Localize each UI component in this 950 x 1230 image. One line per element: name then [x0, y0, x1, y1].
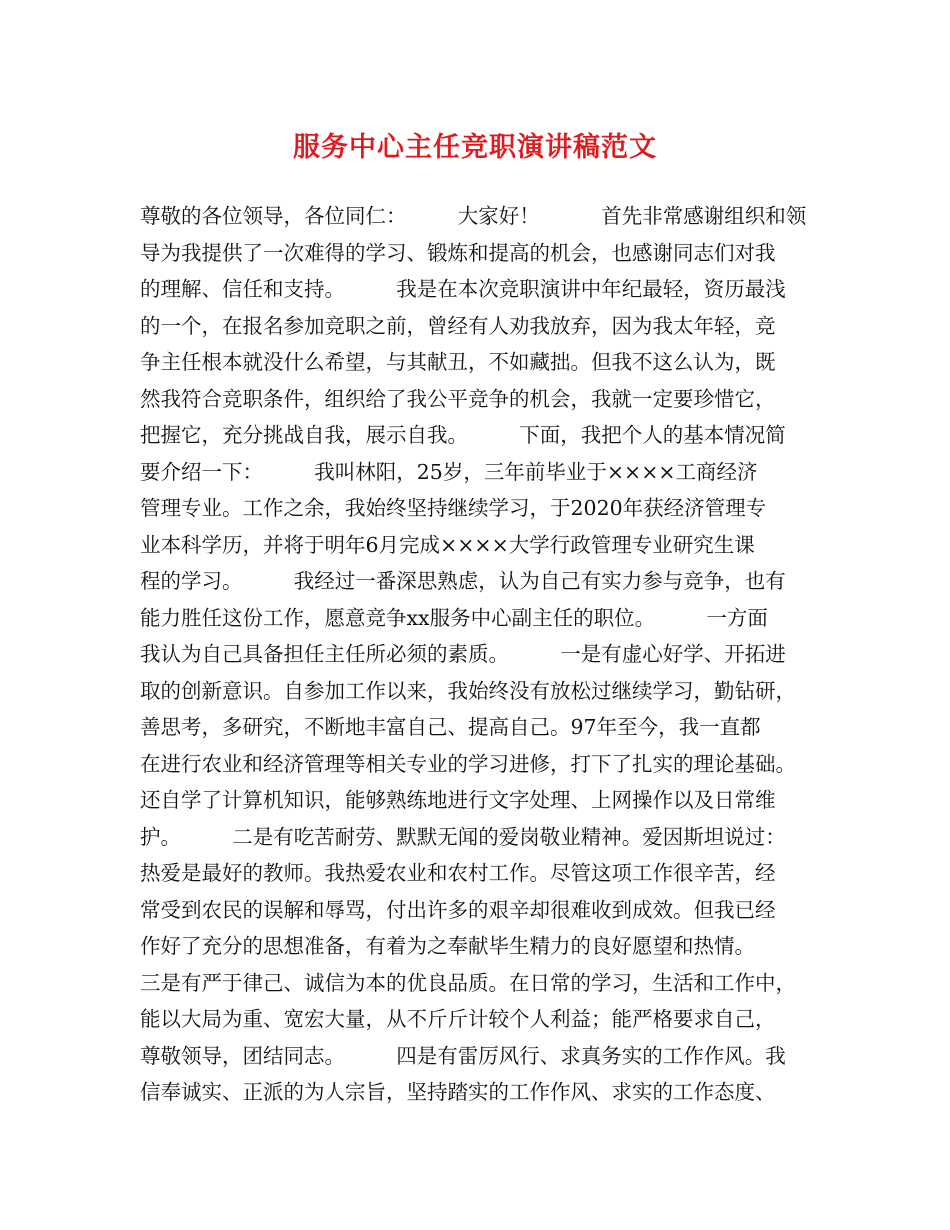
body-line: 热爱是最好的教师。我热爱农业和农村工作。尽管这项工作很辛苦，经: [140, 861, 776, 885]
body-line: 善思考，多研究，不断地丰富自己、提高自己。97年至今，我一直都: [140, 715, 761, 739]
body-line: 业本科学历，并将于明年6月完成××××大学行政管理专业研究生课: [140, 532, 755, 557]
body-line: 信奉诚实、正派的为人宗旨，坚持踏实的工作作风、求实的工作态度、: [140, 1080, 776, 1104]
body-line: 护。 二是有吃苦耐劳、默默无闻的爱岗敬业精神。爱因斯坦说过：: [140, 824, 786, 849]
body-line: 要介绍一下： 我叫林阳，25岁，三年前毕业于××××工商经济: [140, 459, 758, 484]
body-line: 我认为自己具备担任主任所必须的素质。 一是有虚心好学、开拓进: [140, 642, 786, 666]
body-line: 能以大局为重、宽宏大量，从不斤斤计较个人利益；能严格要求自己，: [140, 1007, 776, 1031]
body-line: 争主任根本就没什么希望，与其献丑，不如藏拙。但我不这么认为，既: [140, 350, 776, 374]
body-line: 尊敬的各位领导，各位同仁： 大家好！ 首先非常感谢组织和领: [140, 204, 807, 228]
body-line: 三是有严于律己、诚信为本的优良品质。在日常的学习，生活和工作中，: [140, 970, 796, 995]
body-line: 程的学习。 我经过一番深思熟虑，认为自己有实力参与竞争，也有: [140, 569, 786, 593]
body-line: 导为我提供了一次难得的学习、锻炼和提高的机会，也感谢同志们对我: [140, 240, 776, 265]
document-title: 服务中心主任竞职演讲稿范文: [293, 132, 657, 163]
body-line: 常受到农民的误解和辱骂，付出许多的艰辛却很难收到成效。但我已经: [140, 897, 776, 922]
body-line: 取的创新意识。自参加工作以来，我始终没有放松过继续学习，勤钻研，: [140, 678, 796, 703]
body-line: 的理解、信任和支持。 我是在本次竞职演讲中年纪最轻，资历最浅: [140, 277, 786, 301]
body-line: 然我符合竞职条件，组织给了我公平竞争的机会，我就一定要珍惜它，: [140, 386, 776, 411]
body-line: 把握它，充分挑战自我，展示自我。 下面，我把个人的基本情况简: [140, 423, 786, 447]
body-line: 作好了充分的思想准备，有着为之奉献毕生精力的良好愿望和热情。: [140, 934, 755, 958]
body-line: 还自学了计算机知识，能够熟练地进行文字处理、上网操作以及日常维: [140, 788, 776, 812]
body-line: 能力胜任这份工作，愿意竞争xx服务中心副主任的职位。 一方面: [140, 605, 768, 630]
body-line: 的一个，在报名参加竞职之前，曾经有人劝我放弃，因为我太年轻，竞: [140, 313, 776, 338]
body-line: 在进行农业和经济管理等相关专业的学习进修，打下了扎实的理论基础。: [140, 751, 796, 776]
document-body: [140, 198, 840, 1111]
body-line: 管理专业。工作之余，我始终坚持继续学习，于2020年获经济管理专: [140, 496, 767, 520]
body-line: 尊敬领导，团结同志。 四是有雷厉风行、求真务实的工作作风。我: [140, 1043, 786, 1068]
